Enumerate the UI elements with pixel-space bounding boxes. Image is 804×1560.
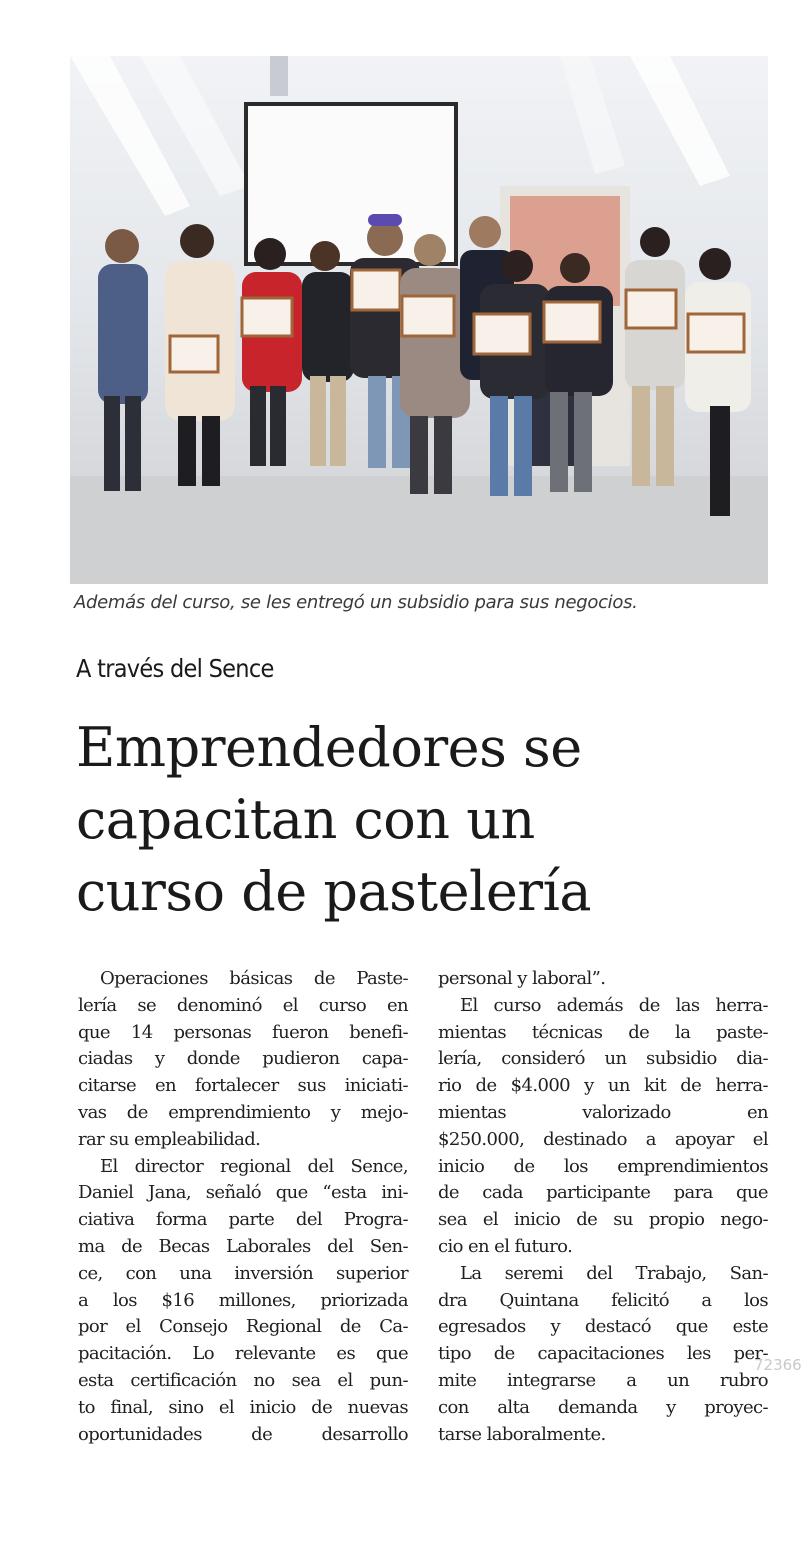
body-line: El director regional del Sence,	[100, 1155, 408, 1177]
body-line: por el Consejo Regional de Ca-	[78, 1316, 408, 1338]
body-line: $250.000, destinado a apoyar el	[438, 1128, 768, 1150]
body-line: tipo de capacitaciones les per-	[438, 1343, 768, 1365]
body-line: Daniel Jana, señaló que “esta ini-	[78, 1182, 408, 1204]
photo-caption: Además del curso, se les entregó un subsidio para sus negocios.	[74, 592, 638, 613]
body-line: dra Quintana felicitó a los	[438, 1289, 768, 1311]
body-line: tarse laboralmente.	[438, 1423, 606, 1445]
body-line: con alta demanda y proyec-	[438, 1396, 768, 1418]
body-line: pacitación. Lo relevante es que	[78, 1343, 408, 1365]
body-line: lería, consideró un subsidio dia-	[438, 1048, 768, 1070]
body-line: personal y laboral”.	[438, 968, 606, 989]
body-line: a los $16 millones, priorizada	[78, 1289, 408, 1311]
body-line: cio en el futuro.	[438, 1235, 573, 1257]
body-line: lería se denominó el curso en	[78, 994, 408, 1016]
body-line: to final, sino el inicio de nuevas	[78, 1396, 408, 1418]
news-photo	[70, 56, 768, 584]
body-line: sea el inicio de su propio nego-	[438, 1209, 768, 1231]
article-kicker: A través del Sence	[76, 654, 274, 683]
body-line: Operaciones básicas de Paste-	[100, 968, 408, 989]
body-line: mientas valorizado en	[438, 1101, 768, 1123]
body-line: rio de $4.000 y un kit de herra-	[438, 1075, 768, 1097]
body-line: citarse en fortalecer sus iniciati-	[78, 1075, 408, 1097]
group-photo-illustration	[70, 56, 768, 584]
headline-line: capacitan con un	[76, 788, 535, 851]
body-line: que 14 personas fueron benefi-	[78, 1021, 408, 1043]
headline-line: curso de pastelería	[76, 860, 592, 923]
body-line: ciadas y donde pudieron capa-	[78, 1048, 408, 1070]
body-line: mientas técnicas de la paste-	[438, 1021, 768, 1043]
article-column-left	[78, 966, 408, 1448]
article-headline	[76, 712, 776, 928]
body-line: El curso además de las herra-	[460, 994, 768, 1016]
body-line: inicio de los emprendimientos	[438, 1155, 768, 1177]
body-line: mite integrarse a un rubro	[438, 1369, 768, 1391]
headline-line: Emprendedores se	[76, 716, 582, 779]
body-line: vas de emprendimiento y mejo-	[78, 1101, 408, 1123]
body-line: rar su empleabilidad.	[78, 1128, 261, 1150]
body-line: de cada participante para que	[438, 1182, 768, 1204]
body-line: ma de Becas Laborales del Sen-	[78, 1235, 408, 1257]
body-line: egresados y destacó que este	[438, 1316, 768, 1338]
body-line: ce, con una inversión superior	[78, 1262, 408, 1284]
body-line: oportunidades de desarrollo	[78, 1423, 408, 1445]
body-line: La seremi del Trabajo, San-	[460, 1262, 768, 1284]
page-watermark: 72366	[754, 1356, 802, 1374]
article-column-right	[438, 966, 768, 1448]
body-line: esta certificación no sea el pun-	[78, 1369, 408, 1391]
body-line: ciativa forma parte del Progra-	[78, 1209, 408, 1231]
